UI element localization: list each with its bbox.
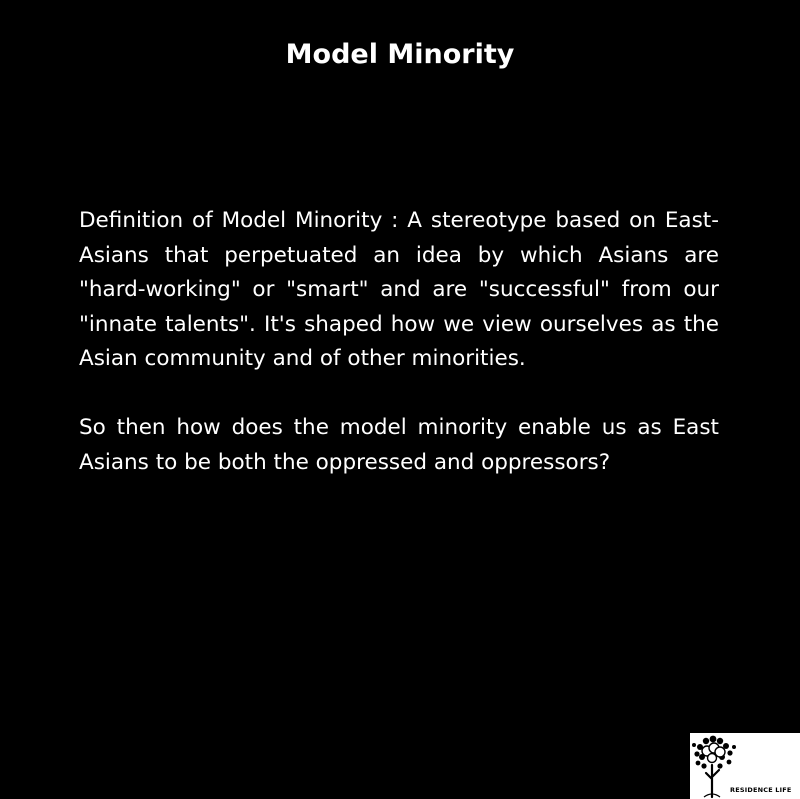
logo-label: RESIDENCE LIFE	[730, 786, 792, 794]
question-paragraph: So then how does the model minority enable us as East Asians to be both the oppressed and oppressors?	[79, 415, 719, 475]
slide-title: Model Minority	[285, 39, 515, 70]
definition-paragraph: Definition of Model Minority : A stereotype based on East-Asians that perpetuated an idea by which Asians are "hard-working" or "smart" and are "successful" from our "innate talents". It's shaped how we view ourselves as the Asian community and of other minorities.	[79, 208, 719, 371]
slide-body	[79, 204, 719, 480]
residence-life-logo	[690, 733, 800, 799]
